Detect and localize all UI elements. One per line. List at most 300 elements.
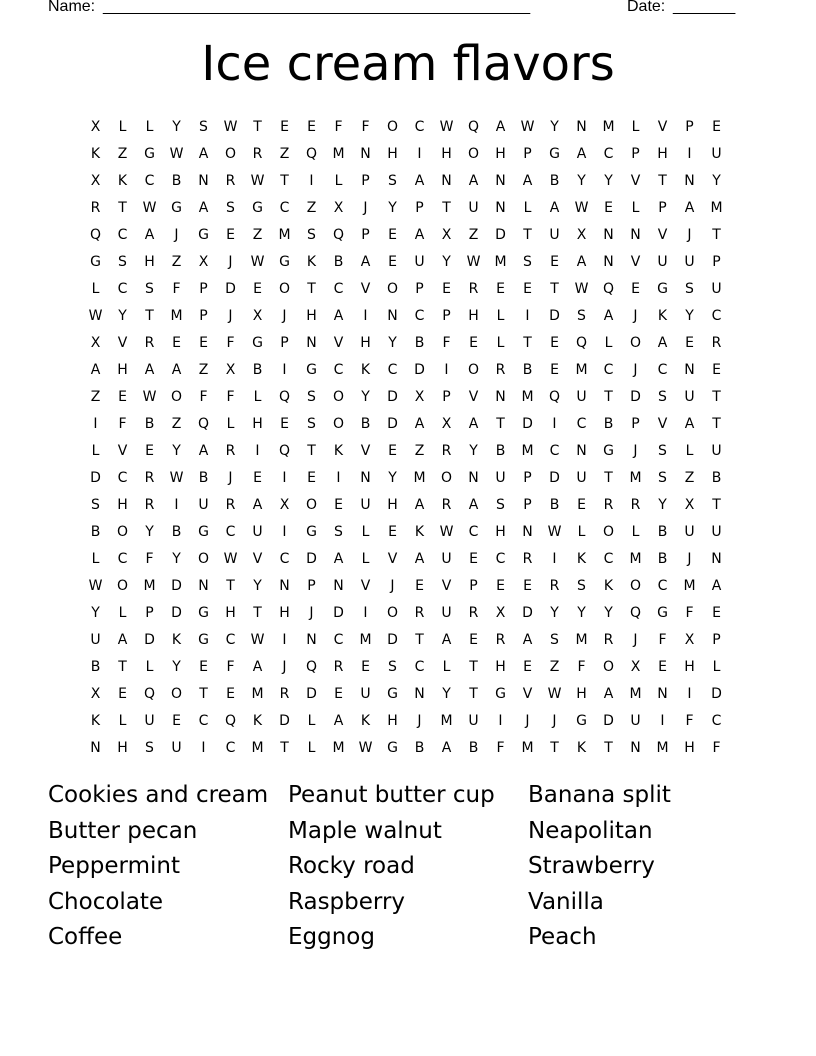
grid-letter[interactable]: O	[305, 497, 318, 513]
grid-letter[interactable]: T	[658, 173, 667, 189]
grid-letter[interactable]: E	[712, 362, 721, 378]
grid-letter[interactable]: E	[226, 227, 235, 243]
grid-letter[interactable]: Y	[388, 470, 397, 486]
grid-letter[interactable]: H	[576, 686, 587, 702]
grid-letter[interactable]: W	[439, 119, 454, 135]
grid-letter[interactable]: A	[522, 632, 533, 648]
grid-letter[interactable]: H	[117, 740, 128, 756]
grid-letter[interactable]: D	[414, 362, 425, 378]
grid-letter[interactable]: M	[359, 632, 372, 648]
grid-letter[interactable]: P	[523, 146, 532, 162]
grid-letter[interactable]: Q	[143, 686, 156, 702]
grid-letter[interactable]: Q	[629, 605, 642, 621]
grid-letter[interactable]: O	[386, 605, 399, 621]
grid-letter[interactable]: Q	[278, 443, 291, 459]
grid-letter[interactable]: N	[657, 686, 668, 702]
grid-letter[interactable]: C	[603, 551, 614, 567]
grid-letter[interactable]: J	[390, 578, 395, 594]
grid-letter[interactable]: S	[91, 497, 100, 513]
grid-letter[interactable]: W	[439, 524, 454, 540]
grid-letter[interactable]: H	[225, 605, 236, 621]
grid-letter[interactable]: U	[198, 497, 209, 513]
grid-letter[interactable]: I	[282, 362, 287, 378]
grid-letter[interactable]: M	[521, 443, 534, 459]
grid-letter[interactable]: G	[306, 362, 317, 378]
grid-letter[interactable]: L	[631, 524, 640, 540]
grid-letter[interactable]: Q	[548, 389, 561, 405]
grid-letter[interactable]: L	[361, 551, 370, 567]
grid-letter[interactable]: B	[657, 524, 668, 540]
grid-letter[interactable]: S	[199, 119, 208, 135]
grid-letter[interactable]: C	[144, 173, 155, 189]
grid-letter[interactable]: L	[145, 659, 154, 675]
grid-letter[interactable]: X	[90, 173, 101, 189]
grid-letter[interactable]: T	[604, 740, 613, 756]
grid-letter[interactable]: J	[228, 254, 233, 270]
grid-letter[interactable]: Z	[414, 443, 425, 459]
grid-letter[interactable]: K	[117, 173, 128, 189]
grid-letter[interactable]: B	[333, 254, 344, 270]
grid-letter[interactable]: L	[118, 119, 127, 135]
grid-letter[interactable]: C	[414, 308, 425, 324]
grid-letter[interactable]: D	[171, 578, 182, 594]
grid-letter[interactable]: K	[360, 362, 371, 378]
grid-letter[interactable]: L	[577, 524, 586, 540]
grid-letter[interactable]: S	[496, 497, 505, 513]
grid-letter[interactable]: M	[332, 146, 345, 162]
grid-letter[interactable]: C	[711, 308, 722, 324]
grid-letter[interactable]: A	[414, 551, 425, 567]
grid-letter[interactable]: H	[387, 497, 398, 513]
grid-letter[interactable]: M	[629, 686, 642, 702]
grid-letter[interactable]: B	[468, 740, 479, 756]
grid-letter[interactable]: X	[333, 200, 344, 216]
grid-letter[interactable]: A	[144, 362, 155, 378]
grid-letter[interactable]: F	[712, 740, 721, 756]
grid-letter[interactable]: D	[603, 713, 614, 729]
grid-letter[interactable]: U	[495, 470, 506, 486]
grid-letter[interactable]: F	[226, 389, 235, 405]
grid-letter[interactable]: G	[603, 443, 614, 459]
grid-letter[interactable]: T	[604, 389, 613, 405]
grid-letter[interactable]: N	[414, 686, 425, 702]
grid-letter[interactable]: T	[253, 119, 262, 135]
grid-letter[interactable]: Z	[279, 146, 290, 162]
grid-letter[interactable]: L	[496, 335, 505, 351]
grid-letter[interactable]: Y	[712, 173, 721, 189]
grid-letter[interactable]: I	[282, 632, 287, 648]
grid-letter[interactable]: I	[687, 686, 692, 702]
grid-letter[interactable]: Z	[171, 254, 182, 270]
grid-letter[interactable]: W	[466, 254, 481, 270]
grid-letter[interactable]: G	[252, 200, 263, 216]
grid-letter[interactable]: U	[684, 524, 695, 540]
grid-letter[interactable]: D	[387, 632, 398, 648]
grid-letter[interactable]: D	[549, 470, 560, 486]
grid-letter[interactable]: H	[279, 605, 290, 621]
grid-letter[interactable]: S	[226, 200, 235, 216]
grid-letter[interactable]: X	[684, 497, 695, 513]
grid-letter[interactable]: Q	[332, 227, 345, 243]
grid-letter[interactable]: G	[198, 227, 209, 243]
grid-letter[interactable]: G	[171, 200, 182, 216]
grid-letter[interactable]: S	[550, 632, 559, 648]
grid-letter[interactable]: Y	[172, 119, 181, 135]
grid-letter[interactable]: S	[118, 254, 127, 270]
grid-letter[interactable]: D	[306, 686, 317, 702]
grid-letter[interactable]: E	[496, 281, 505, 297]
grid-letter[interactable]: M	[413, 470, 426, 486]
grid-letter[interactable]: S	[685, 281, 694, 297]
grid-letter[interactable]: P	[685, 119, 694, 135]
grid-letter[interactable]: O	[629, 578, 642, 594]
grid-letter[interactable]: Y	[145, 524, 154, 540]
grid-letter[interactable]: T	[523, 335, 532, 351]
grid-letter[interactable]: C	[117, 470, 128, 486]
grid-letter[interactable]: P	[631, 416, 640, 432]
grid-letter[interactable]: D	[495, 227, 506, 243]
grid-letter[interactable]: Y	[658, 497, 667, 513]
grid-letter[interactable]: M	[278, 227, 291, 243]
grid-letter[interactable]: O	[197, 551, 210, 567]
grid-letter[interactable]: K	[603, 578, 614, 594]
grid-letter[interactable]: C	[549, 443, 560, 459]
grid-letter[interactable]: M	[332, 740, 345, 756]
grid-letter[interactable]: C	[603, 146, 614, 162]
grid-letter[interactable]: R	[495, 632, 506, 648]
grid-letter[interactable]: Z	[549, 659, 560, 675]
grid-letter[interactable]: R	[441, 497, 452, 513]
grid-letter[interactable]: T	[253, 605, 262, 621]
grid-letter[interactable]: N	[198, 578, 209, 594]
grid-letter[interactable]: P	[280, 335, 289, 351]
grid-letter[interactable]: O	[278, 281, 291, 297]
grid-letter[interactable]: O	[467, 362, 480, 378]
grid-letter[interactable]: D	[306, 551, 317, 567]
grid-letter[interactable]: E	[469, 551, 478, 567]
grid-letter[interactable]: J	[633, 632, 638, 648]
grid-letter[interactable]: B	[522, 362, 533, 378]
grid-letter[interactable]: M	[521, 740, 534, 756]
grid-letter[interactable]: H	[117, 497, 128, 513]
grid-letter[interactable]: D	[171, 605, 182, 621]
grid-letter[interactable]: A	[117, 632, 128, 648]
grid-letter[interactable]: M	[251, 686, 264, 702]
grid-letter[interactable]: X	[441, 416, 452, 432]
grid-letter[interactable]: M	[440, 713, 453, 729]
grid-letter[interactable]: O	[386, 281, 399, 297]
grid-letter[interactable]: C	[468, 524, 479, 540]
grid-letter[interactable]: M	[602, 119, 615, 135]
grid-letter[interactable]: V	[333, 335, 344, 351]
grid-letter[interactable]: K	[90, 146, 101, 162]
grid-letter[interactable]: D	[279, 713, 290, 729]
grid-letter[interactable]: X	[576, 227, 587, 243]
grid-letter[interactable]: Q	[278, 389, 291, 405]
grid-letter[interactable]: X	[441, 227, 452, 243]
grid-letter[interactable]: L	[523, 200, 532, 216]
grid-letter[interactable]: R	[144, 470, 155, 486]
grid-letter[interactable]: I	[444, 362, 449, 378]
grid-letter[interactable]: R	[603, 497, 614, 513]
grid-letter[interactable]: I	[282, 470, 287, 486]
grid-letter[interactable]: G	[144, 146, 155, 162]
grid-letter[interactable]: W	[358, 740, 373, 756]
grid-letter[interactable]: O	[629, 335, 642, 351]
grid-letter[interactable]: M	[629, 551, 642, 567]
grid-letter[interactable]: L	[604, 335, 613, 351]
grid-letter[interactable]: T	[604, 470, 613, 486]
grid-letter[interactable]: W	[250, 173, 265, 189]
grid-letter[interactable]: G	[387, 686, 398, 702]
grid-letter[interactable]: W	[547, 686, 562, 702]
grid-letter[interactable]: N	[333, 578, 344, 594]
grid-letter[interactable]: Y	[118, 308, 127, 324]
grid-letter[interactable]: A	[576, 254, 587, 270]
grid-letter[interactable]: E	[388, 524, 397, 540]
grid-letter[interactable]: G	[279, 254, 290, 270]
grid-letter[interactable]: N	[306, 335, 317, 351]
grid-letter[interactable]: F	[145, 551, 154, 567]
grid-letter[interactable]: E	[415, 578, 424, 594]
grid-letter[interactable]: R	[414, 605, 425, 621]
grid-letter[interactable]: N	[576, 119, 587, 135]
grid-letter[interactable]: L	[631, 119, 640, 135]
grid-letter[interactable]: W	[547, 524, 562, 540]
grid-letter[interactable]: C	[117, 281, 128, 297]
grid-letter[interactable]: E	[145, 443, 154, 459]
grid-letter[interactable]: J	[633, 308, 638, 324]
grid-letter[interactable]: R	[603, 632, 614, 648]
grid-letter[interactable]: N	[495, 200, 506, 216]
grid-letter[interactable]: A	[603, 686, 614, 702]
grid-letter[interactable]: K	[360, 713, 371, 729]
grid-letter[interactable]: E	[118, 389, 127, 405]
grid-letter[interactable]: C	[414, 119, 425, 135]
grid-letter[interactable]: T	[469, 686, 478, 702]
grid-letter[interactable]: S	[307, 227, 316, 243]
grid-letter[interactable]: N	[360, 146, 371, 162]
grid-letter[interactable]: B	[171, 524, 182, 540]
grid-letter[interactable]: U	[711, 146, 722, 162]
grid-letter[interactable]: I	[552, 416, 557, 432]
grid-letter[interactable]: W	[88, 578, 103, 594]
grid-letter[interactable]: G	[198, 524, 209, 540]
grid-letter[interactable]: Y	[550, 119, 559, 135]
grid-letter[interactable]: O	[170, 686, 183, 702]
grid-letter[interactable]: A	[603, 308, 614, 324]
grid-letter[interactable]: H	[684, 659, 695, 675]
grid-letter[interactable]: H	[495, 659, 506, 675]
grid-letter[interactable]: H	[495, 146, 506, 162]
grid-letter[interactable]: E	[631, 281, 640, 297]
grid-letter[interactable]: J	[687, 227, 692, 243]
grid-letter[interactable]: E	[550, 335, 559, 351]
grid-letter[interactable]: J	[228, 308, 233, 324]
grid-letter[interactable]: N	[576, 443, 587, 459]
grid-letter[interactable]: E	[307, 470, 316, 486]
grid-letter[interactable]: X	[495, 605, 506, 621]
grid-letter[interactable]: G	[387, 740, 398, 756]
grid-letter[interactable]: F	[496, 740, 505, 756]
grid-letter[interactable]: U	[549, 227, 560, 243]
grid-letter[interactable]: V	[468, 389, 479, 405]
grid-letter[interactable]: B	[549, 173, 560, 189]
grid-letter[interactable]: C	[225, 632, 236, 648]
grid-letter[interactable]: P	[145, 605, 154, 621]
grid-letter[interactable]: T	[442, 200, 451, 216]
grid-letter[interactable]: D	[90, 470, 101, 486]
grid-letter[interactable]: Y	[253, 578, 262, 594]
grid-letter[interactable]: E	[199, 659, 208, 675]
grid-letter[interactable]: T	[550, 740, 559, 756]
grid-letter[interactable]: A	[468, 497, 479, 513]
grid-letter[interactable]: J	[633, 443, 638, 459]
grid-letter[interactable]: C	[414, 659, 425, 675]
grid-letter[interactable]: E	[253, 281, 262, 297]
grid-letter[interactable]: E	[388, 254, 397, 270]
grid-letter[interactable]: R	[144, 335, 155, 351]
grid-letter[interactable]: P	[712, 632, 721, 648]
grid-letter[interactable]: Q	[89, 227, 102, 243]
grid-letter[interactable]: C	[198, 713, 209, 729]
grid-letter[interactable]: A	[549, 200, 560, 216]
grid-letter[interactable]: R	[144, 497, 155, 513]
grid-letter[interactable]: X	[630, 659, 641, 675]
grid-letter[interactable]: E	[199, 335, 208, 351]
grid-letter[interactable]: Z	[306, 200, 317, 216]
grid-letter[interactable]: R	[333, 659, 344, 675]
grid-letter[interactable]: N	[495, 173, 506, 189]
grid-letter[interactable]: R	[711, 335, 722, 351]
grid-letter[interactable]: A	[252, 497, 263, 513]
grid-letter[interactable]: Q	[197, 416, 210, 432]
grid-letter[interactable]: O	[602, 524, 615, 540]
grid-letter[interactable]: R	[522, 551, 533, 567]
grid-letter[interactable]: D	[549, 308, 560, 324]
grid-letter[interactable]: G	[549, 146, 560, 162]
grid-letter[interactable]: F	[334, 119, 343, 135]
grid-letter[interactable]: K	[252, 713, 263, 729]
grid-letter[interactable]: R	[630, 497, 641, 513]
grid-letter[interactable]: C	[657, 362, 668, 378]
grid-letter[interactable]: T	[712, 497, 721, 513]
grid-letter[interactable]: F	[577, 659, 586, 675]
grid-letter[interactable]: D	[522, 416, 533, 432]
grid-letter[interactable]: S	[658, 470, 667, 486]
grid-letter[interactable]: O	[116, 578, 129, 594]
grid-letter[interactable]: D	[144, 632, 155, 648]
grid-letter[interactable]: U	[252, 524, 263, 540]
grid-letter[interactable]: W	[169, 146, 184, 162]
grid-letter[interactable]: U	[360, 686, 371, 702]
grid-letter[interactable]: V	[117, 443, 128, 459]
grid-letter[interactable]: N	[684, 173, 695, 189]
grid-letter[interactable]: S	[577, 578, 586, 594]
grid-letter[interactable]: J	[687, 551, 692, 567]
grid-letter[interactable]: M	[656, 740, 669, 756]
grid-letter[interactable]: Z	[171, 416, 182, 432]
grid-letter[interactable]: N	[630, 227, 641, 243]
grid-letter[interactable]: P	[199, 308, 208, 324]
grid-letter[interactable]: N	[387, 308, 398, 324]
grid-letter[interactable]: L	[712, 659, 721, 675]
grid-letter[interactable]: K	[306, 254, 317, 270]
grid-letter[interactable]: Z	[117, 146, 128, 162]
grid-letter[interactable]: V	[630, 254, 641, 270]
grid-letter[interactable]: C	[279, 200, 290, 216]
grid-letter[interactable]: Y	[577, 173, 586, 189]
grid-letter[interactable]: N	[360, 470, 371, 486]
grid-letter[interactable]: N	[522, 524, 533, 540]
grid-letter[interactable]: E	[280, 119, 289, 135]
grid-letter[interactable]: M	[575, 632, 588, 648]
grid-letter[interactable]: V	[360, 281, 371, 297]
grid-letter[interactable]: U	[657, 254, 668, 270]
grid-letter[interactable]: I	[417, 146, 422, 162]
grid-letter[interactable]: Y	[550, 605, 559, 621]
grid-letter[interactable]: L	[685, 443, 694, 459]
grid-letter[interactable]: X	[225, 362, 236, 378]
grid-letter[interactable]: L	[361, 524, 370, 540]
grid-letter[interactable]: M	[521, 389, 534, 405]
grid-letter[interactable]: Q	[305, 659, 318, 675]
grid-letter[interactable]: E	[523, 578, 532, 594]
grid-letter[interactable]: Q	[224, 713, 237, 729]
grid-letter[interactable]: V	[387, 551, 398, 567]
grid-letter[interactable]: K	[576, 551, 587, 567]
grid-letter[interactable]: J	[525, 713, 530, 729]
grid-letter[interactable]: N	[711, 551, 722, 567]
grid-letter[interactable]: A	[333, 308, 344, 324]
grid-letter[interactable]: J	[174, 227, 179, 243]
grid-letter[interactable]: S	[577, 308, 586, 324]
grid-letter[interactable]: Y	[91, 605, 100, 621]
grid-letter[interactable]: U	[468, 200, 479, 216]
grid-letter[interactable]: I	[498, 713, 503, 729]
grid-letter[interactable]: W	[250, 632, 265, 648]
grid-letter[interactable]: P	[307, 578, 316, 594]
grid-letter[interactable]: Y	[442, 686, 451, 702]
grid-letter[interactable]: U	[684, 389, 695, 405]
grid-letter[interactable]: W	[223, 551, 238, 567]
grid-letter[interactable]: F	[685, 713, 694, 729]
grid-letter[interactable]: E	[226, 686, 235, 702]
grid-letter[interactable]: T	[226, 578, 235, 594]
grid-letter[interactable]: M	[575, 362, 588, 378]
grid-letter[interactable]: M	[683, 578, 696, 594]
grid-letter[interactable]: J	[417, 713, 422, 729]
grid-letter[interactable]: E	[253, 470, 262, 486]
grid-letter[interactable]: F	[226, 659, 235, 675]
grid-letter[interactable]: S	[334, 524, 343, 540]
grid-letter[interactable]: A	[441, 740, 452, 756]
grid-letter[interactable]: J	[633, 362, 638, 378]
grid-letter[interactable]: J	[282, 659, 287, 675]
grid-letter[interactable]: H	[387, 146, 398, 162]
grid-letter[interactable]: D	[387, 416, 398, 432]
grid-letter[interactable]: A	[198, 443, 209, 459]
grid-letter[interactable]: I	[309, 173, 314, 189]
grid-letter[interactable]: O	[602, 659, 615, 675]
grid-letter[interactable]: X	[684, 632, 695, 648]
grid-letter[interactable]: O	[332, 416, 345, 432]
grid-letter[interactable]: A	[414, 416, 425, 432]
grid-letter[interactable]: A	[657, 335, 668, 351]
grid-letter[interactable]: Q	[602, 281, 615, 297]
grid-letter[interactable]: H	[117, 362, 128, 378]
grid-letter[interactable]: E	[307, 119, 316, 135]
